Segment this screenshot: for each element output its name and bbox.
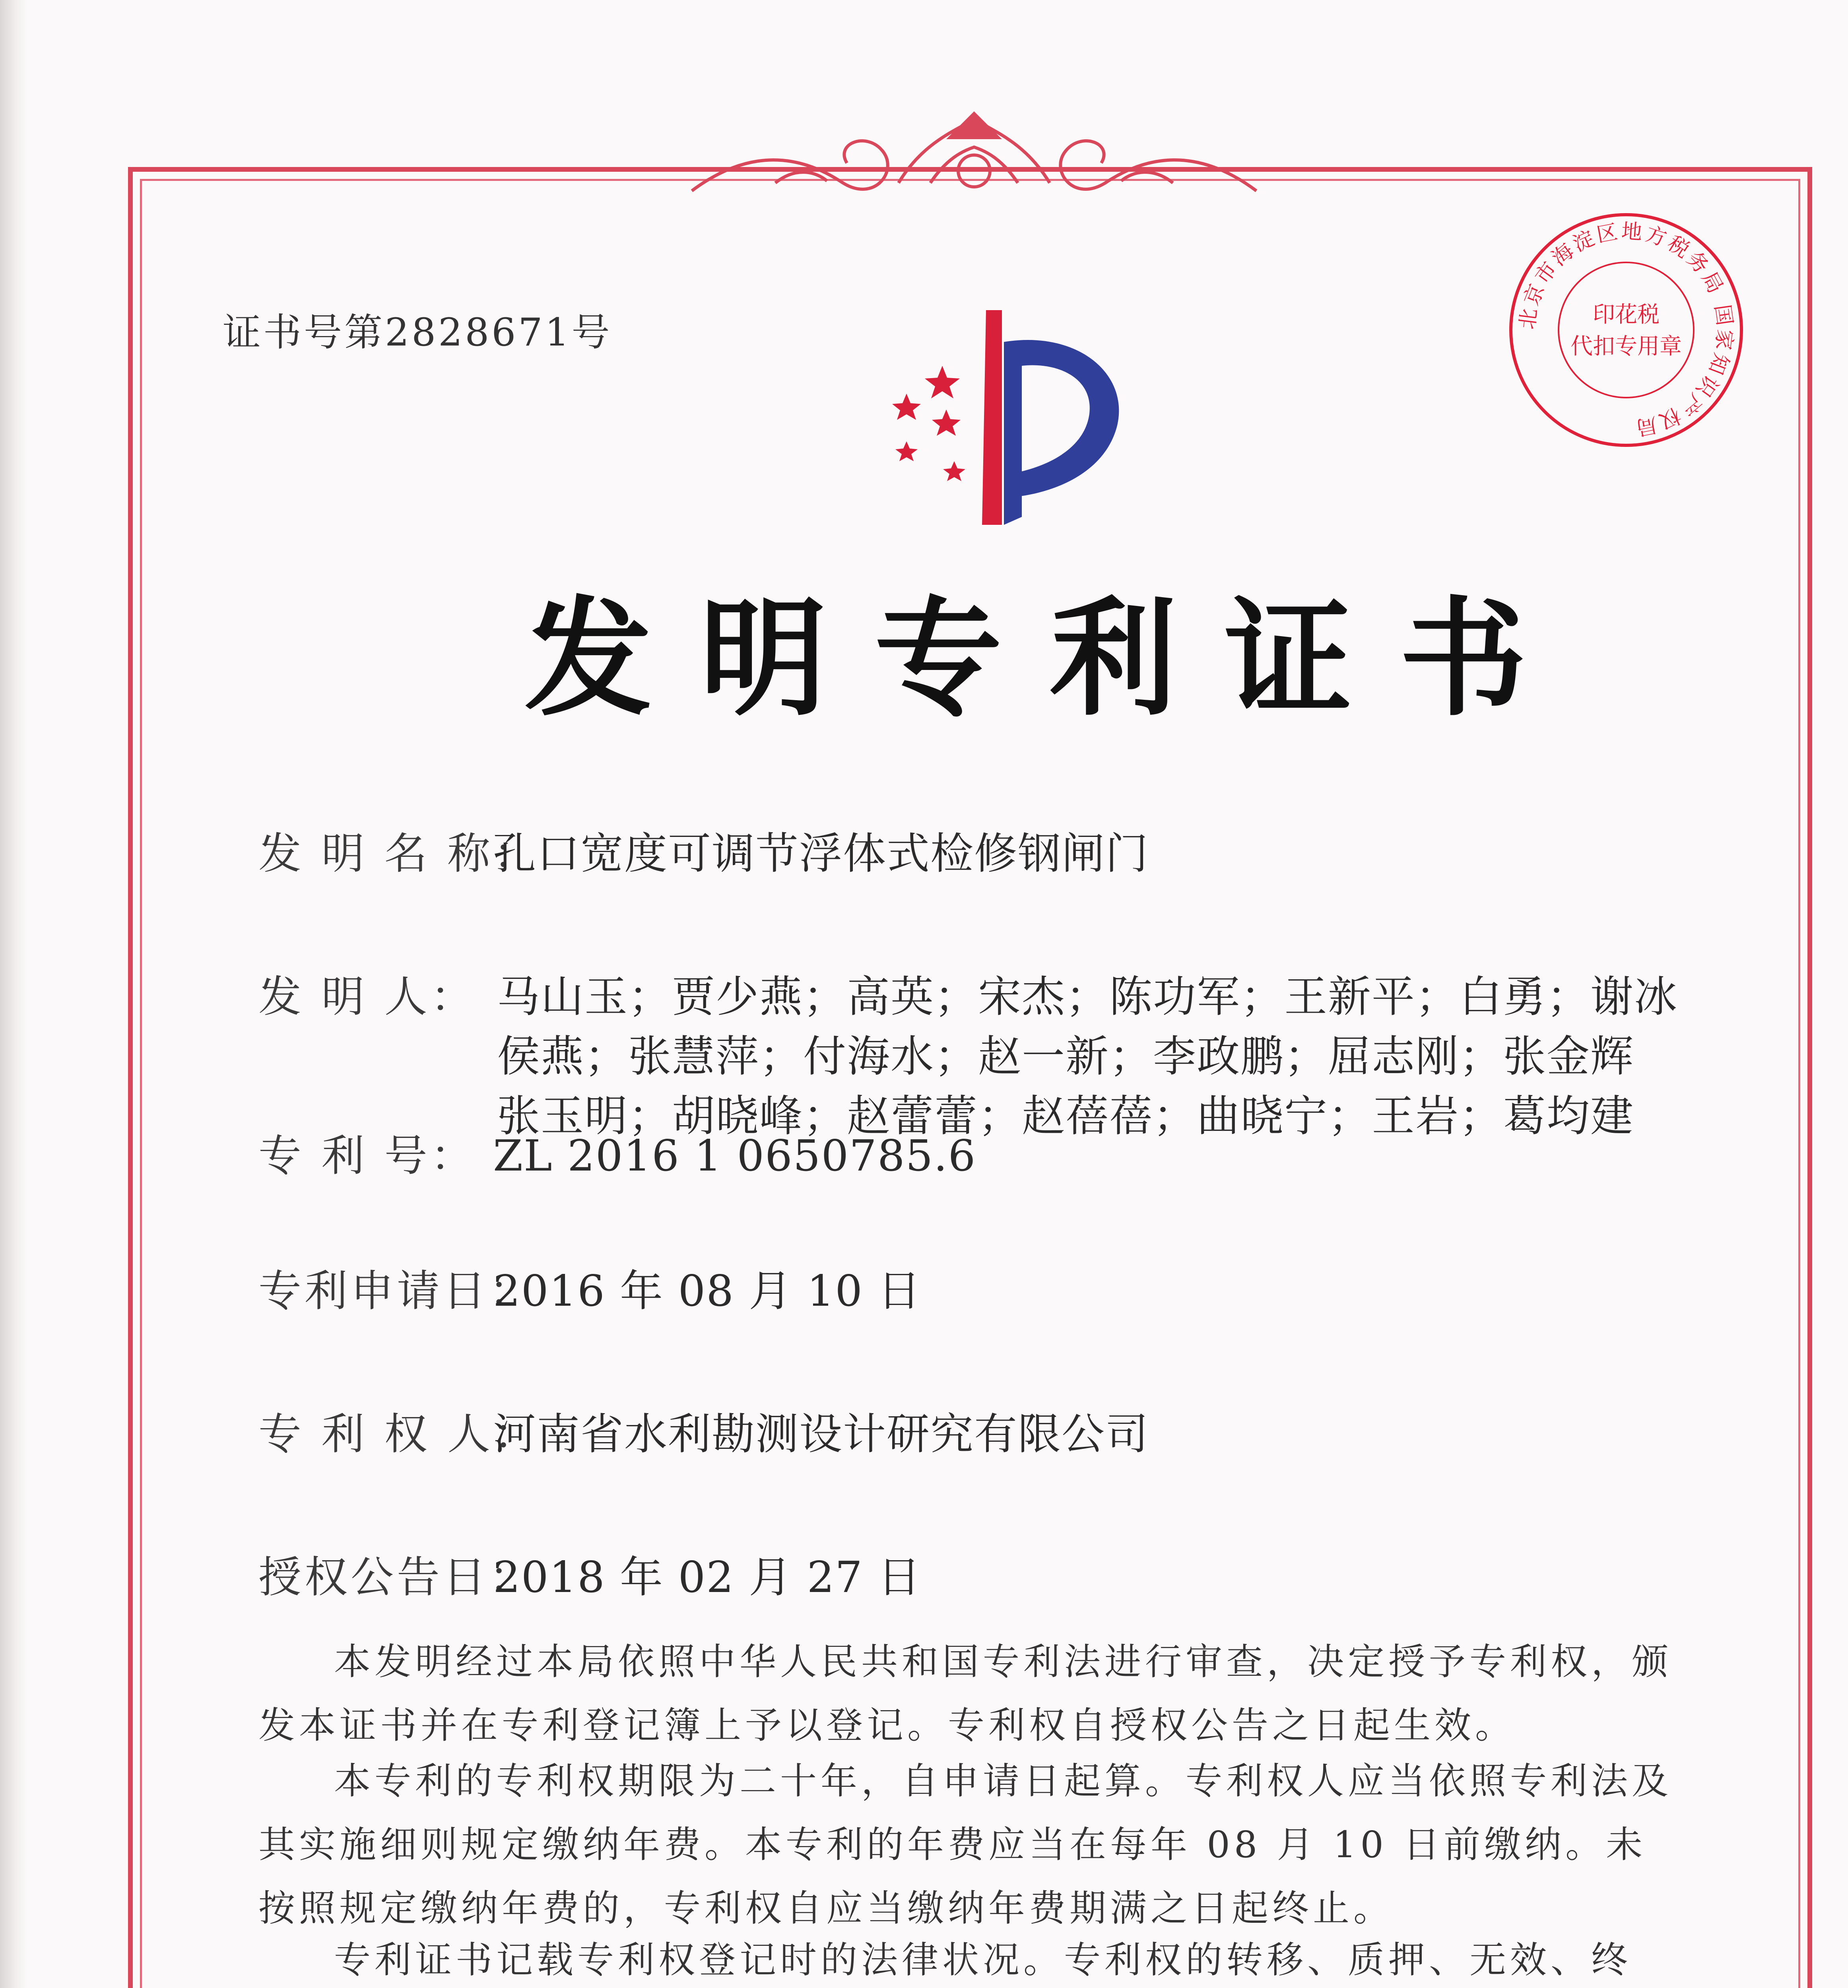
patentee-row <box>258 1400 1149 1461</box>
body-paragraph-3 <box>258 1928 1674 1988</box>
certificate-title: 发明专利证书 <box>525 585 1574 733</box>
tax-seal-line-2: 代扣专用章 <box>1570 334 1682 359</box>
application-date-value: 2016 年 08 月 10 日 <box>493 1266 922 1316</box>
body-paragraph-1 <box>258 1630 1674 1757</box>
invention-name-row <box>258 819 1149 881</box>
invention-name-value: 孔口宽度可调节浮体式检修钢闸门 <box>493 829 1149 879</box>
grant-date-label: 授权公告日： <box>258 1553 536 1602</box>
svg-text:北京市海淀区地方税务局 国家知识产权局 <box>1516 219 1737 441</box>
top-ornament <box>676 95 1272 207</box>
tax-seal-ring-text: 北京市海淀区地方税务局 国家知识产权局 <box>1515 219 1737 441</box>
grant-date-row <box>258 1543 921 1604</box>
body-paragraph-2-text: 本专利的专利权期限为二十年，自申请日起算。专利权人应当依照专利法及其实施细则规定缴纳年费。本专利的年费应当在每年 08 月 10 日前缴纳。未按照规定缴纳年费的，专利权自应当缴纳年费期满之日起终止。 <box>258 1760 1673 1930</box>
certificate-number: 证书号第2828671号 <box>223 310 612 355</box>
invention-name-label: 发 明 名 称： <box>258 829 540 879</box>
patent-number-row <box>258 1121 976 1183</box>
application-date-row <box>258 1256 921 1318</box>
body-paragraph-3-text: 专利证书记载专利权登记时的法律状况。专利权的转移、质押、无效、终 <box>334 1939 1632 1981</box>
inventors-line-2: 侯燕；张慧萍；付海水；赵一新；李政鹏；屈志刚；张金辉 <box>497 1032 1634 1081</box>
patentee-label: 专 利 权 人： <box>258 1409 540 1459</box>
patent-office-logo <box>815 294 1141 541</box>
patent-number-value: ZL 2016 1 0650785.6 <box>493 1131 976 1181</box>
tax-stamp-seal <box>1503 207 1749 453</box>
patent-number-label: 专 利 号： <box>258 1131 477 1181</box>
application-date-label: 专利申请日： <box>258 1266 536 1316</box>
grant-date-value: 2018 年 02 月 27 日 <box>493 1553 922 1602</box>
binding-edge <box>0 0 28 1988</box>
inventors-label: 发 明 人： <box>258 972 477 1022</box>
body-paragraph-2 <box>258 1749 1674 1940</box>
body-paragraph-1-text: 本发明经过本局依照中华人民共和国专利法进行审查，决定授予专利权，颁发本证书并在专利登记簿上予以登记。专利权自授权公告之日起生效。 <box>258 1640 1673 1747</box>
inventors-line-3: 张玉明；胡晓峰；赵蕾蕾；赵蓓蓓；曲晓宁；王岩；葛均建 <box>497 1091 1634 1141</box>
patentee-value: 河南省水利勘测设计研究有限公司 <box>493 1409 1149 1459</box>
inventors-line-1: 马山玉；贾少燕；高英；宋杰；陈功军；王新平；白勇；谢冰 <box>497 972 1678 1022</box>
inventors-row <box>258 962 493 1024</box>
tax-seal-line-1: 印花税 <box>1593 302 1660 328</box>
